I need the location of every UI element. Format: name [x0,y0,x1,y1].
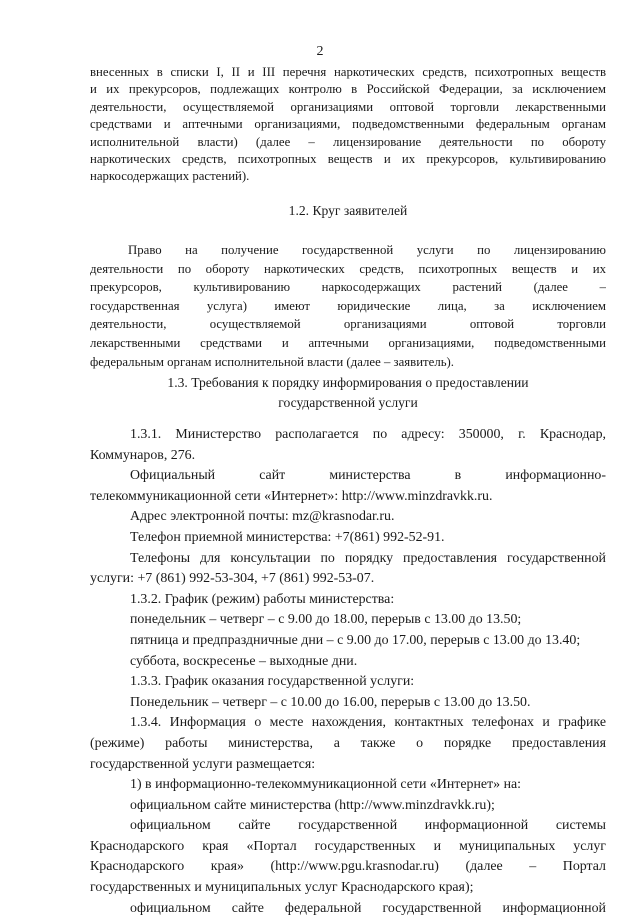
text-line: телекоммуникационной сети «Интернет»: http://www.minzdravkk.ru. [90,488,493,504]
text-line: пятница и предпраздничные дни – с 9.00 до 17.00, перерыв с 13.00 до 13.40; [130,632,581,648]
text-line: 1.3.3. График оказания государственной услуги: [130,674,415,690]
section-heading: 1.2. Круг заявителей [288,203,408,218]
text-line: Адрес электронной почты: mz@krasnodar.ru. [130,509,395,525]
text-line: понедельник – четверг – с 9.00 до 18.00, перерыв с 13.00 до 13.50; [130,612,522,628]
intro-paragraph [90,64,606,186]
text-line: государственной услуги размещается: [90,756,316,772]
section-1-3-heading-block [90,373,606,413]
text-line: официальном сайте государственной информационной системы [130,818,606,834]
text-line: исполнительной власти) (далее – лицензирование деятельности по обороту [90,134,606,149]
text-line: официальном сайте федеральной государственной информационной [130,900,606,916]
text-line: деятельности, осуществляемой организациями оптовой торговли лекарственными [90,99,606,114]
text-line: 1.3.1. Министерство располагается по адресу: 350000, г. Краснодар, [130,427,606,442]
text-line: (режиме) работы министерства, а также о порядке предоставления [90,735,606,751]
section-1-3-body [90,425,606,919]
text-line: Понедельник – четверг – с 10.00 до 16.00, перерыв с 13.00 до 13.50. [130,694,531,710]
section-heading: 1.3. Требования к порядку информирования о предоставлении [167,375,529,390]
text-line: 1.3.2. График (режим) работы министерства: [130,591,395,607]
text-line: государственная услуга) имеют юридические лица, за исключением [90,298,606,313]
text-line: прекурсоров, культивированию наркосодержащих растений (далее – [90,280,606,295]
text-line: Краснодарского края» (http://www.pgu.krasnodar.ru) (далее – Портал [90,859,606,875]
text-line: Коммунаров, 276. [90,447,196,463]
text-line: официальном сайте министерства (http://www.minzdravkk.ru); [130,797,495,813]
text-line: лекарственными средствами и аптечными организациями, подведомственными [90,335,606,350]
text-line: Право на получение государственной услуги по лицензированию [128,243,606,257]
section-heading: государственной услуги [278,394,418,410]
text-line: 1) в информационно-телекоммуникационной сети «Интернет» на: [130,777,522,793]
section-1-2-heading-block [90,201,606,221]
text-line: и их прекурсоров, подлежащих контролю в Российской Федерации, за исключением [90,82,606,97]
text-line: средствами и аптечными организациями, подведомственными федеральным органам [90,117,606,132]
text-line: Краснодарского края «Портал государственных и муниципальных услуг [90,838,606,854]
text-line: федеральным органам исполнительной власти (далее – заявитель). [90,354,455,369]
text-line: 1.3.4. Информация о месте нахождения, контактных телефонах и графике [130,715,606,731]
text-line: наркотических средств, психотропных веществ и их прекурсоров, культивированию [90,151,606,166]
text-line: услуги: +7 (861) 992-53-304, +7 (861) 992-53-07. [90,571,375,587]
text-line: Официальный сайт министерства в информационно- [130,468,606,484]
text-line: наркосодержащих растений). [90,169,250,184]
text-line: деятельности по обороту наркотических средств, психотропных веществ и их [90,261,606,276]
text-line: государственных и муниципальных услуг Краснодарского края); [90,880,474,896]
text-line: внесенных в списки I, II и III перечня наркотических средств, психотропных веществ [90,65,606,79]
text-line: суббота, воскресенье – выходные дни. [130,653,358,669]
text-line: деятельности, осуществляемой организациями оптовой торговли [90,317,606,332]
text-line: Телефоны для консультации по порядку предоставления государственной [130,550,606,566]
page-number: 2 [316,44,324,59]
text-line: Телефон приемной министерства: +7(861) 992-52-91. [130,529,445,545]
section-1-2-paragraph [90,241,606,371]
